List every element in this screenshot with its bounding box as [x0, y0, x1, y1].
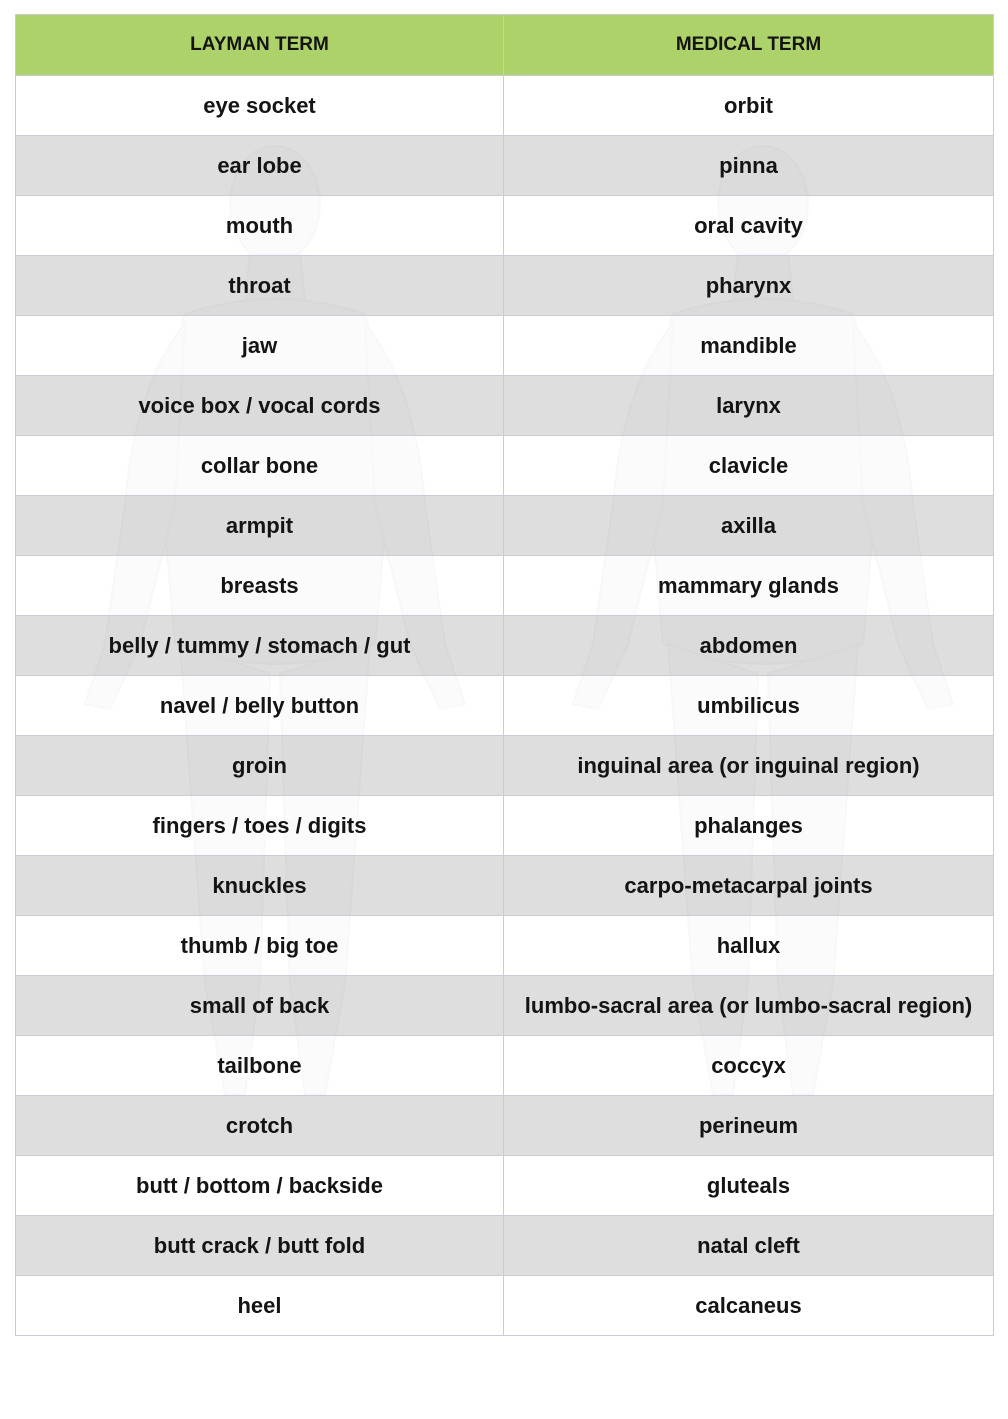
table-row	[16, 376, 994, 436]
header-medical-term: MEDICAL TERM	[504, 15, 994, 76]
layman-term-cell: breasts	[16, 556, 504, 616]
medical-term-cell: natal cleft	[504, 1216, 994, 1276]
table-row	[16, 1216, 994, 1276]
table-row	[16, 1096, 994, 1156]
table-row	[16, 916, 994, 976]
medical-term-cell: phalanges	[504, 796, 994, 856]
layman-term-cell: jaw	[16, 316, 504, 376]
medical-term-cell: pharynx	[504, 256, 994, 316]
medical-term-cell: hallux	[504, 916, 994, 976]
layman-term-cell: eye socket	[16, 76, 504, 136]
layman-term-cell: voice box / vocal cords	[16, 376, 504, 436]
layman-term-cell: navel / belly button	[16, 676, 504, 736]
medical-term-cell: lumbo-sacral area (or lumbo-sacral region)	[504, 976, 994, 1036]
table-row	[16, 1156, 994, 1216]
table-row	[16, 496, 994, 556]
layman-term-cell: throat	[16, 256, 504, 316]
medical-term-cell: gluteals	[504, 1156, 994, 1216]
table-row	[16, 736, 994, 796]
table-row	[16, 1276, 994, 1336]
table-row	[16, 76, 994, 136]
table-row	[16, 796, 994, 856]
layman-term-cell: groin	[16, 736, 504, 796]
medical-term-cell: umbilicus	[504, 676, 994, 736]
layman-term-cell: collar bone	[16, 436, 504, 496]
layman-term-cell: armpit	[16, 496, 504, 556]
layman-term-cell: butt crack / butt fold	[16, 1216, 504, 1276]
table-row	[16, 256, 994, 316]
medical-term-cell: pinna	[504, 136, 994, 196]
medical-term-cell: mammary glands	[504, 556, 994, 616]
medical-term-cell: perineum	[504, 1096, 994, 1156]
medical-term-cell: axilla	[504, 496, 994, 556]
terms-table	[15, 14, 994, 1336]
table-row	[16, 556, 994, 616]
medical-term-cell: inguinal area (or inguinal region)	[504, 736, 994, 796]
table-row	[16, 676, 994, 736]
table-row	[16, 856, 994, 916]
table-row	[16, 1036, 994, 1096]
table-row	[16, 616, 994, 676]
medical-term-cell: orbit	[504, 76, 994, 136]
medical-term-cell: abdomen	[504, 616, 994, 676]
layman-term-cell: knuckles	[16, 856, 504, 916]
layman-term-cell: fingers / toes / digits	[16, 796, 504, 856]
layman-term-cell: crotch	[16, 1096, 504, 1156]
layman-term-cell: butt / bottom / backside	[16, 1156, 504, 1216]
table-row	[16, 196, 994, 256]
layman-term-cell: heel	[16, 1276, 504, 1336]
medical-term-cell: clavicle	[504, 436, 994, 496]
medical-term-cell: carpo-metacarpal joints	[504, 856, 994, 916]
table-row	[16, 436, 994, 496]
terminology-sheet	[15, 14, 993, 1336]
layman-term-cell: ear lobe	[16, 136, 504, 196]
layman-term-cell: tailbone	[16, 1036, 504, 1096]
table-row	[16, 136, 994, 196]
medical-term-cell: mandible	[504, 316, 994, 376]
table-row	[16, 316, 994, 376]
layman-term-cell: mouth	[16, 196, 504, 256]
header-layman-term: LAYMAN TERM	[16, 15, 504, 76]
header-row	[16, 15, 994, 76]
layman-term-cell: thumb / big toe	[16, 916, 504, 976]
medical-term-cell: coccyx	[504, 1036, 994, 1096]
layman-term-cell: belly / tummy / stomach / gut	[16, 616, 504, 676]
medical-term-cell: calcaneus	[504, 1276, 994, 1336]
medical-term-cell: larynx	[504, 376, 994, 436]
table-row	[16, 976, 994, 1036]
layman-term-cell: small of back	[16, 976, 504, 1036]
medical-term-cell: oral cavity	[504, 196, 994, 256]
